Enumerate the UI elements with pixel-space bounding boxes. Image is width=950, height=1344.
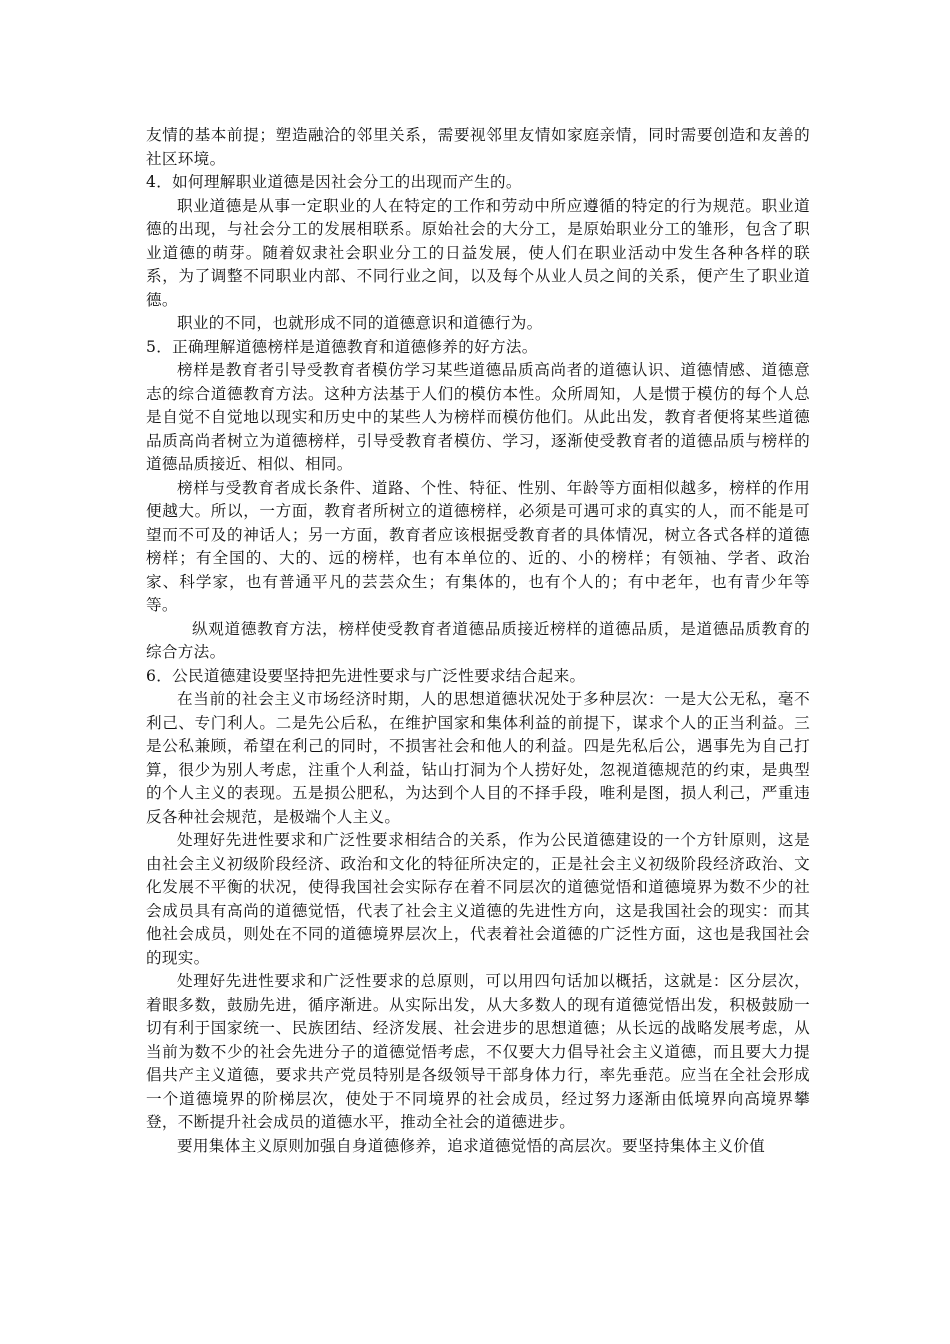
paragraph-general-principle: 处理好先进性要求和广泛性要求的总原则，可以用四句话加以概括，这就是：区分层次，着眼多数，鼓励先进，循序渐进。从实际出发，从大多数人的现有道德觉悟出发，积极鼓励一切有利于国家统一、民族团结、经济发展、社会进步的思想道德；从长远的战略发展考虑，从当前为数不少的社会先进分子的道德觉悟考虑，不仅要大力倡导社会主义道德，而且要大力提倡共产主义道德，要求共产党员特别是各级领导干部身体力行，率先垂范。应当在全社会形成一个道德境界的阶梯层次，使处于不同境界的社会成员，经过努力逐渐由低境界向高境界攀登，不断提升社会成员的道德水平，推动全社会的道德进步。 (146, 972, 810, 1131)
question-6-heading: 6．公民道德建设要坚持把先进性要求与广泛性要求结合起来。 (146, 666, 586, 685)
paragraph-continued: 友情的基本前提；塑造融洽的邻里关系，需要视邻里友情如家庭亲情，同时需要创造和友善的社区环境。 (146, 126, 810, 168)
paragraph-collectivism: 要用集体主义原则加强自身道德修养，追求道德觉悟的高层次。要坚持集体主义价值 (177, 1136, 766, 1155)
paragraph-role-model-definition: 榜样是教育者引导受教育者模仿学习某些道德品质高尚者的道德认识、道德情感、道德意志的综合道德教育方法。这种方法基于人们的模仿本性。众所周知，人是惯于模仿的每个人总是自觉不自觉地以现实和历史中的某些人为榜样而模仿他们。从此出发，教育者便将某些道德品质高尚者树立为道德榜样，引导受教育者模仿、学习，逐渐使受教育者的道德品质与榜样的道德品质接近、相似、相同。 (146, 361, 810, 473)
question-5-heading: 5．正确理解道德榜样是道德教育和道德修养的好方法。 (146, 337, 538, 356)
paragraph-advanced-and-broad: 处理好先进性要求和广泛性要求相结合的关系，作为公民道德建设的一个方针原则，这是由社会主义初级阶段经济、政治和文化的特征所决定的，正是社会主义初级阶段经济政治、文化发展不平衡的状况，使得我国社会实际存在着不同层次的道德觉悟和道德境界为数不少的社会成员具有高尚的道德觉悟，代表了社会主义道德的先进性方向，这是我国社会的现实：而其他社会成员，则处在不同的道德境界层次上，代表着社会道德的广泛性方面，这也是我国社会的现实。 (146, 831, 810, 967)
document-page (146, 124, 810, 1158)
paragraph-role-model-conditions: 榜样与受教育者成长条件、道路、个性、特征、性别、年龄等方面相似越多，榜样的作用便越大。所以，一方面，教育者所树立的道德榜样，必须是可遇可求的真实的人，而不能是可望而不可及的神话人；另一方面，教育者应该根据受教育者的具体情况，树立各式各样的道德榜样；有全国的、大的、远的榜样，也有本单位的、近的、小的榜样；有领袖、学者、政治家、科学家，也有普通平凡的芸芸众生；有集体的，也有个人的；有中老年，也有青少年等等。 (146, 478, 810, 614)
paragraph-professional-ethics-summary: 职业的不同，也就形成不同的道德意识和道德行为。 (177, 314, 543, 332)
question-4-heading: 4．如何理解职业道德是因社会分工的出现而产生的。 (146, 173, 522, 191)
paragraph-role-model-summary: 纵观道德教育方法，榜样使受教育者道德品质接近榜样的道德品质，是道德品质教育的综合方法。 (146, 619, 810, 661)
paragraph-moral-levels: 在当前的社会主义市场经济时期，人的思想道德状况处于多种层次：一是大公无私，毫不利己、专门利人。二是先公后私，在维护国家和集体利益的前提下，谋求个人的正当利益。三是公私兼顾，希望在利己的同时，不损害社会和他人的利益。四是先私后公，遇事先为自己打算，很少为别人考虑，注重个人利益，钻山打洞为个人捞好处，忽视道德规范的约束，是典型的个人主义的表现。五是损公肥私，为达到个人目的不择手段，唯利是图，损人利己，严重违反各种社会规范，是极端个人主义。 (146, 690, 810, 826)
paragraph-professional-ethics-definition: 职业道德是从事一定职业的人在特定的工作和劳动中所应遵循的特定的行为规范。职业道德的出现，与社会分工的发展相联系。原始社会的大分工，是原始职业分工的雏形，包含了职业道德的萌芽。随着奴隶社会职业分工的日益发展，使人们在职业活动中发生各种各样的联系，为了调整不同职业内部、不同行业之间，以及每个从业人员之间的关系，便产生了职业道德。 (146, 196, 810, 309)
